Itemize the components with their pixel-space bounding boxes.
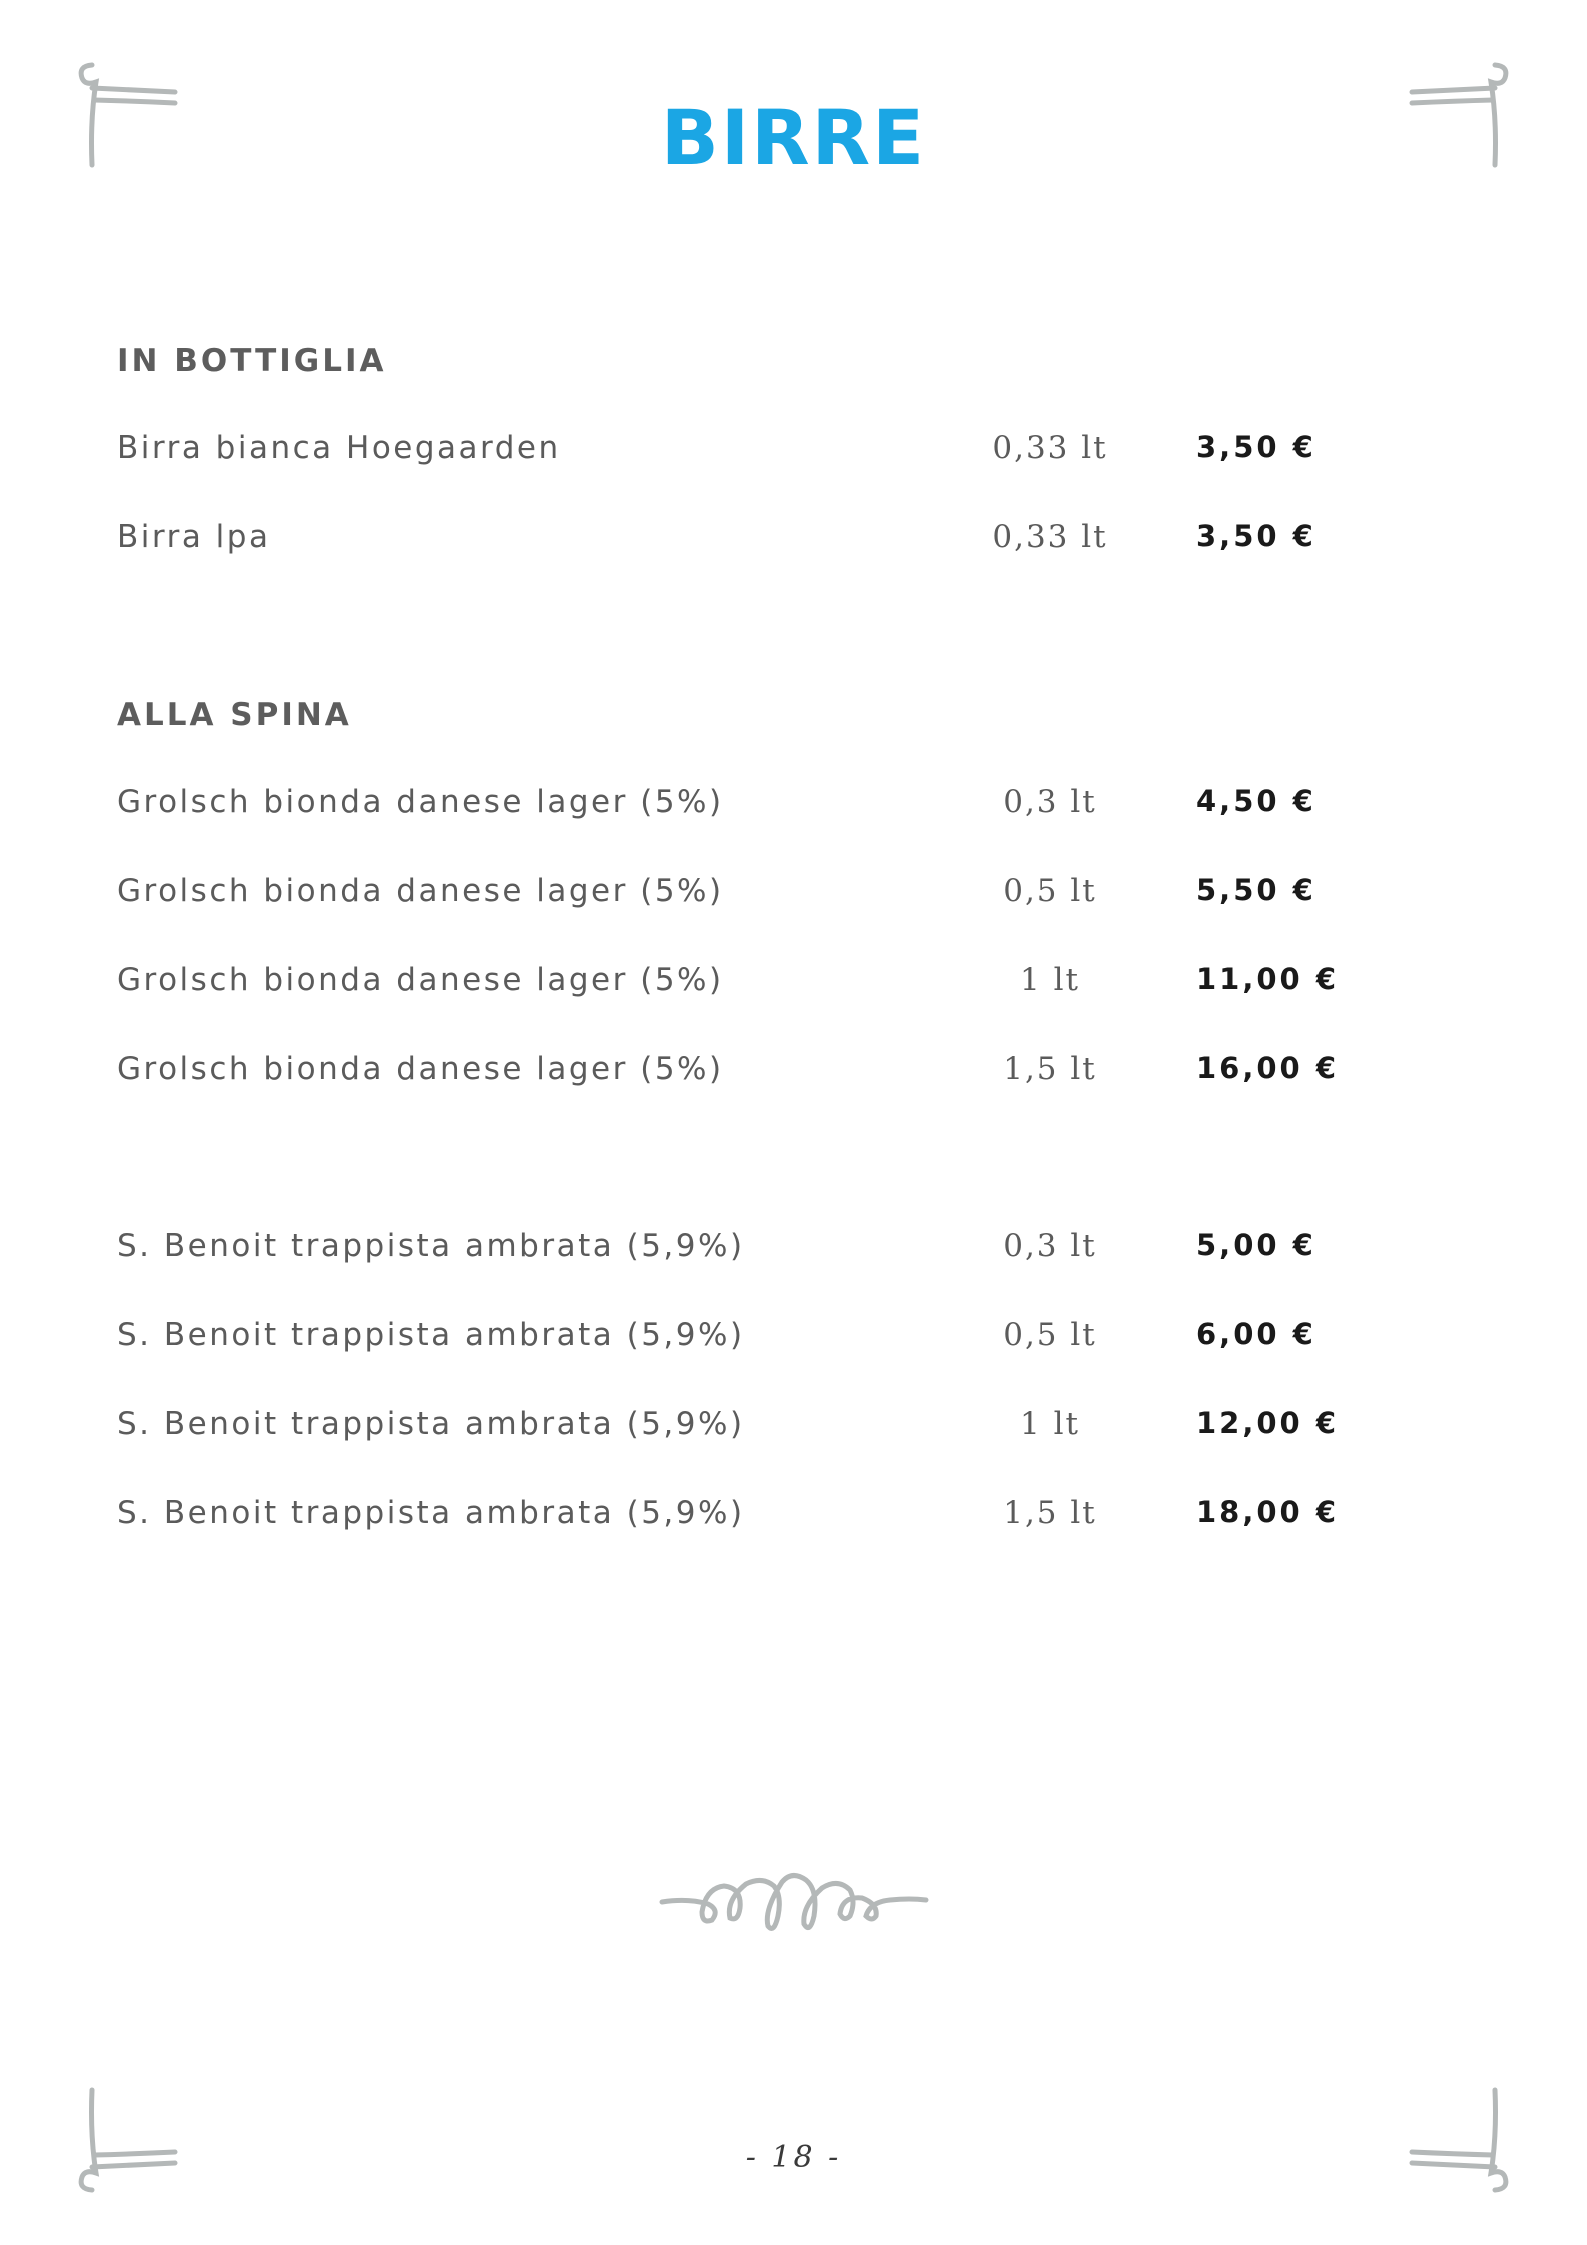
item-name: S. Benoit trappista ambrata (5,9%) [117, 1317, 745, 1353]
swirl-divider-icon [658, 1860, 930, 1940]
item-name: S. Benoit trappista ambrata (5,9%) [117, 1495, 745, 1531]
item-name: Grolsch bionda danese lager (5%) [117, 784, 724, 820]
item-name: Birra bianca Hoegaarden [117, 430, 561, 466]
item-size: 0,3 lt [1003, 1228, 1097, 1264]
item-price: 3,50 € [1196, 519, 1316, 553]
section-heading-spina: ALLA SPINA [117, 697, 352, 733]
item-size: 1 lt [1020, 1406, 1080, 1442]
item-price: 11,00 € [1196, 962, 1340, 996]
item-price: 12,00 € [1196, 1406, 1340, 1440]
menu-item [0, 430, 1587, 480]
menu-item [0, 1495, 1587, 1545]
item-price: 5,50 € [1196, 873, 1316, 907]
item-name: Birra lpa [117, 519, 271, 555]
menu-item [0, 519, 1587, 569]
item-name: Grolsch bionda danese lager (5%) [117, 1051, 724, 1087]
item-size: 0,5 lt [1003, 873, 1097, 909]
item-price: 4,50 € [1196, 784, 1316, 818]
item-price: 16,00 € [1196, 1051, 1340, 1085]
page-number: - 18 - [745, 2140, 842, 2175]
menu-item [0, 1406, 1587, 1456]
item-size: 0,33 lt [992, 430, 1108, 466]
menu-item [0, 1051, 1587, 1101]
menu-item [0, 873, 1587, 923]
item-name: Grolsch bionda danese lager (5%) [117, 962, 724, 998]
item-size: 0,3 lt [1003, 784, 1097, 820]
page-title: BIRRE [660, 93, 927, 182]
item-size: 1,5 lt [1003, 1051, 1097, 1087]
item-price: 5,00 € [1196, 1228, 1316, 1262]
section-heading-bottiglia: IN BOTTIGLIA [117, 343, 387, 379]
item-size: 0,33 lt [992, 519, 1108, 555]
item-size: 1,5 lt [1003, 1495, 1097, 1531]
item-name: S. Benoit trappista ambrata (5,9%) [117, 1228, 745, 1264]
menu-item [0, 1228, 1587, 1278]
menu-item [0, 784, 1587, 834]
menu-item [0, 1317, 1587, 1367]
item-size: 0,5 lt [1003, 1317, 1097, 1353]
menu-item [0, 962, 1587, 1012]
item-price: 3,50 € [1196, 430, 1316, 464]
item-name: Grolsch bionda danese lager (5%) [117, 873, 724, 909]
item-price: 18,00 € [1196, 1495, 1340, 1529]
item-price: 6,00 € [1196, 1317, 1316, 1351]
item-size: 1 lt [1020, 962, 1080, 998]
item-name: S. Benoit trappista ambrata (5,9%) [117, 1406, 745, 1442]
